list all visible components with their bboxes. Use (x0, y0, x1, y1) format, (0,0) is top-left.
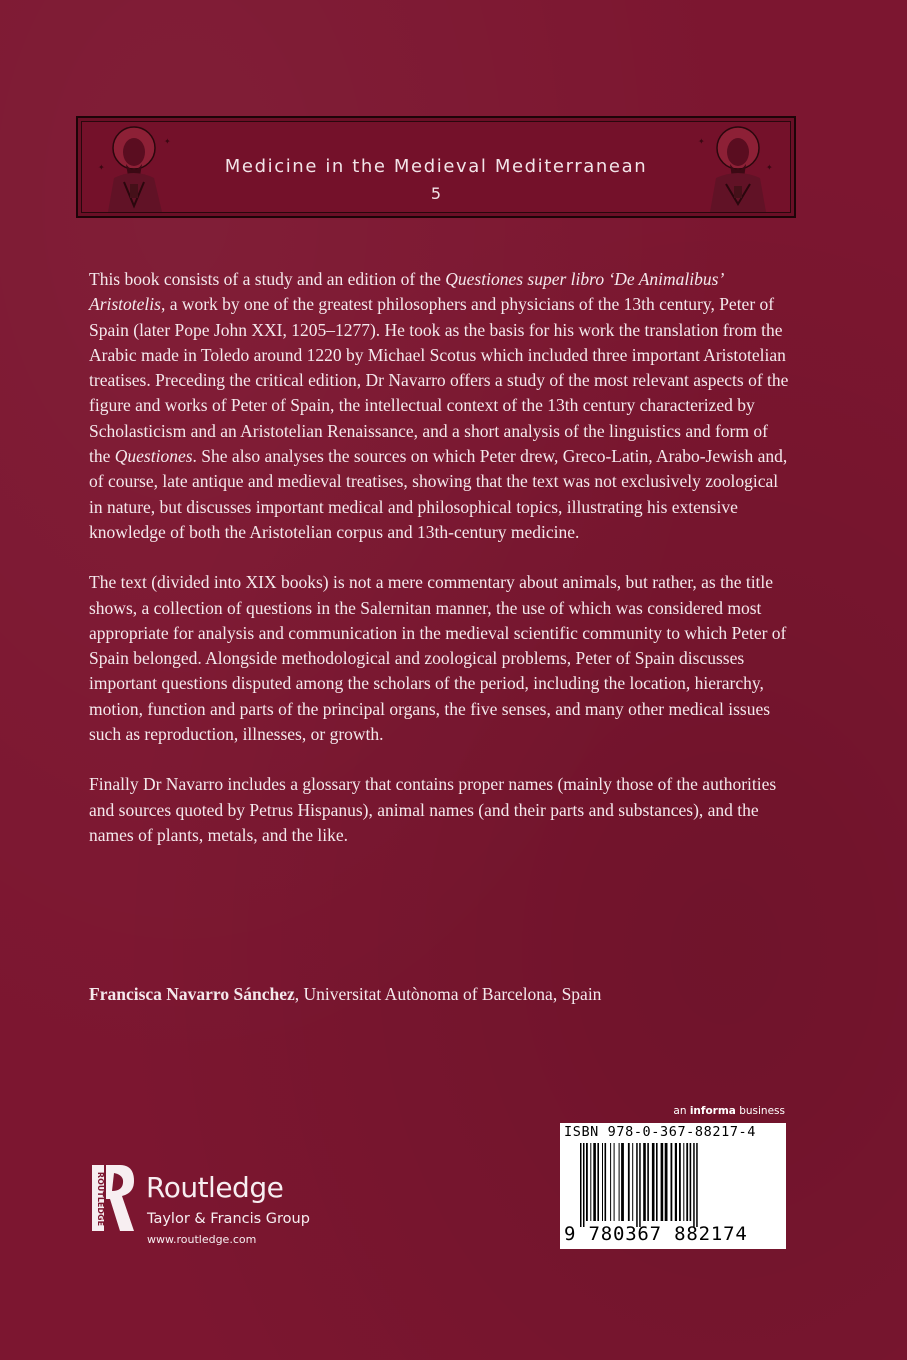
svg-text:✦: ✦ (164, 137, 171, 146)
description-paragraph-1 (89, 267, 789, 545)
book-description (89, 267, 789, 873)
barcode-bar (690, 1143, 692, 1221)
barcode-bar (656, 1143, 658, 1221)
publisher-logo-block (90, 1163, 350, 1253)
barcode-bar (652, 1143, 655, 1221)
publisher-group: Taylor & Francis Group (147, 1211, 310, 1227)
barcode-bar (605, 1143, 607, 1221)
author-credit (89, 984, 601, 1005)
barcode-bar (643, 1143, 646, 1221)
barcode-bar (686, 1143, 688, 1221)
barcode-bar (597, 1143, 599, 1221)
svg-text:✦: ✦ (98, 163, 105, 172)
barcode-bar (675, 1143, 677, 1221)
work-title: Questiones super libro ‘De Animalibus’ Aristotelis (89, 269, 723, 315)
isbn-text: ISBN 978-0-367-88217-4 (564, 1124, 757, 1140)
informa-brand: informa (689, 1105, 736, 1117)
description-text: This book consists of a study and an edition of the (89, 269, 446, 289)
barcode-bar (671, 1143, 673, 1221)
barcode-bar (614, 1143, 615, 1221)
description-paragraph-3: Finally Dr Navarro includes a glossary that contains proper names (mainly those of the authorities and sources quoted by Petrus Hispanus), animal names (and their parts and substances), and the names of plants, metals, and the like. (89, 774, 777, 845)
series-banner (76, 116, 796, 218)
routledge-logo-icon (90, 1163, 136, 1233)
barcode-bar (610, 1143, 611, 1221)
barcode-bar (628, 1143, 630, 1221)
barcode-bar (693, 1143, 695, 1227)
barcode-bars (578, 1143, 778, 1227)
author-name: Francisca Navarro Sánchez (89, 984, 295, 1004)
ean-digits: 9 780367 882174 (564, 1223, 748, 1245)
barcode-bar (683, 1143, 684, 1221)
work-short-title: Questiones (114, 446, 193, 467)
informa-suffix: business (735, 1105, 785, 1117)
barcode-bar (661, 1143, 664, 1221)
description-text: . She also analyses the sources on which Peter drew, Greco-Latin, Arabo-Jewish and, of course, late antique and medieval treatises, showing that the text was not exclusively zoological in nature, but discusses important medical and philosophical topics, illustrating his extensive knowledge of both the Aristotelian corpus and 13th-century medicine. (89, 446, 788, 542)
barcode-bar (639, 1143, 641, 1227)
description-text: , a work by one of the greatest philosophers and physicians of the 13th century, Peter of Spain (later Pope John XXI, 1205–1277). He took as the basis for his work the translation from the Arabic made in Toledo around 1220 by Michael Scotus which included three important Aristotelian treatises. Preceding the critical edition, Dr Navarro offers a study of the most relevant aspects of the figure and works of Peter of Spain, the intellectual context of the 13th century characterized by Scholasticism and an Aristotelian Renaissance, and a short analysis of the linguistics and form of the (89, 294, 789, 467)
svg-text:✦: ✦ (698, 137, 705, 146)
barcode-bar (590, 1143, 591, 1221)
series-title: Medicine in the Medieval Mediterranean (224, 156, 648, 177)
description-paragraph-2: The text (divided into XIX books) is not a mere commentary about animals, but rather, as the title shows, a collection of questions in the Salernitan manner, the use of which was considered most appropriate for analysis and communication in the medieval scientific community to which Peter of Spain belonged. Alongside methodological and zoological problems, Peter of Spain discusses important questions disputed among the scholars of the period, including the location, hierarchy, motion, function and parts of the principal organs, the five senses, and many other medical issues such as reproduction, illnesses, or growth. (89, 572, 787, 745)
barcode-bar (583, 1143, 585, 1227)
barcode-bar (647, 1143, 649, 1221)
isbn-barcode (560, 1123, 786, 1249)
routledge-logo-text: ROUTLEDGE (96, 1171, 105, 1227)
barcode-bar (632, 1143, 633, 1221)
barcode-bar (679, 1143, 681, 1221)
barcode-bar (636, 1143, 638, 1227)
barcode-bar (586, 1143, 588, 1221)
publisher-url: www.routledge.com (147, 1233, 257, 1246)
barcode-bar (619, 1143, 620, 1221)
author-affiliation: , Universitat Autònoma of Barcelona, Spain (294, 984, 602, 1004)
barcode-bar (580, 1143, 582, 1227)
barcode-bar (665, 1143, 668, 1221)
svg-text:✦: ✦ (766, 163, 773, 172)
publisher-name: Routledge (146, 1171, 284, 1204)
barcode-bar (602, 1143, 603, 1221)
barcode-bar (593, 1143, 596, 1221)
informa-tagline (673, 1105, 785, 1117)
barcode-bar (621, 1143, 624, 1221)
barcode-bar (696, 1143, 698, 1227)
informa-prefix: an (673, 1105, 690, 1117)
series-number: 5 (430, 184, 442, 203)
